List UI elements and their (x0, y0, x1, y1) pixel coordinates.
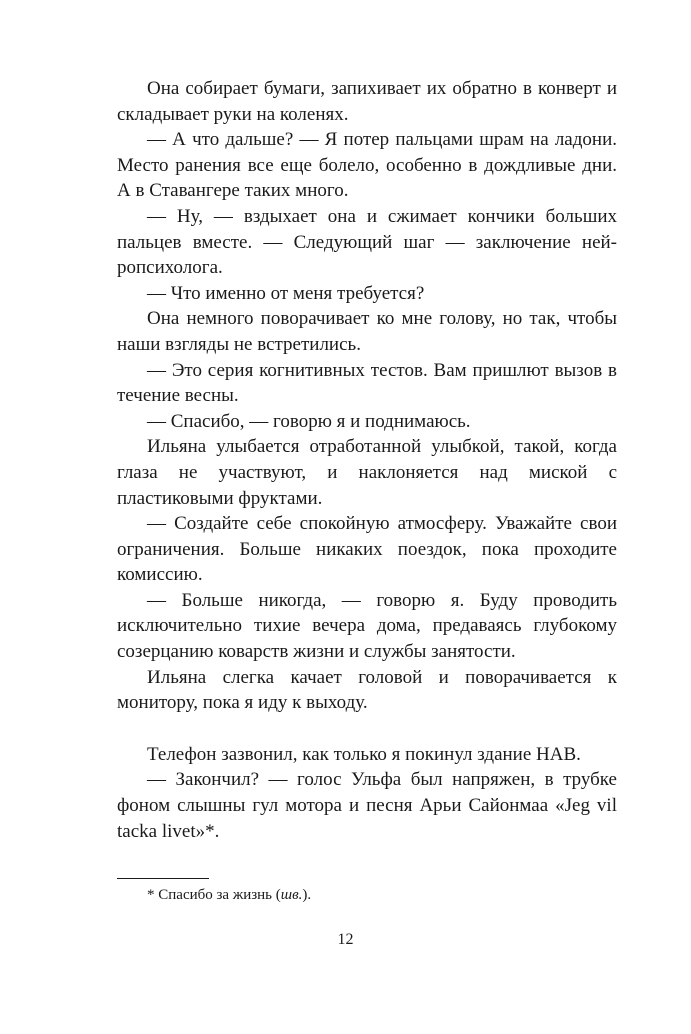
paragraph: Телефон зазвонил, как только я покинул здание НАВ. (147, 743, 581, 765)
paragraph: — Спасибо, — говорю я и поднимаюсь. (147, 410, 471, 432)
main-text (117, 76, 617, 844)
paragraph: Она собирает бумаги, запихивает их обратно в конверт и складывает руки на коленях. (117, 78, 617, 125)
paragraph: Ильяна улыбается отработанной улыбкой, такой, когда глаза не участвуют, и наклоняется над миской с пластиковыми фруктами. (117, 436, 617, 509)
paragraph: Она немного поворачивает ко мне голову, но так, чтобы наши взгляды не встретились. (117, 308, 617, 355)
section-break (117, 716, 617, 742)
footnote-text-end: ). (302, 887, 312, 903)
paragraph: — Закончил? — голос Ульфа был напряжен, в трубке фоном слышны гул мотора и песня Арьи Сайонмаа «Jeg vil tacka livet»*. (117, 769, 617, 842)
footnote-text: * Спасибо за жизнь ( (147, 887, 281, 903)
paragraph: — Больше никогда, — говорю я. Буду проводить исключительно тихие вечера дома, предаваясь глубокому созерцанию коварств жизни и службы занятости. (117, 589, 617, 663)
paragraph: — Что именно от меня требуется? (147, 282, 425, 304)
paragraph: — Это серия когнитивных тестов. Вам пришлют вызов в течение весны. (117, 359, 617, 407)
page-number: 12 (337, 931, 354, 948)
footnote (147, 885, 311, 905)
paragraph: — Ну, — вздыхает она и сжимает кончики больших пальцев вместе. — Следующий шаг — заключение нейропсихолога. (117, 205, 617, 279)
paragraph: — А что дальше? — Я потер пальцами шрам на ладони. Место ранения все еще болело, особенно в дождливые дни. А в Ставангере таких много. (117, 129, 617, 202)
footnote-divider (117, 878, 209, 879)
book-page-body (117, 76, 617, 844)
footnote-language-abbrev: шв. (280, 887, 303, 903)
paragraph: Ильяна слегка качает головой и поворачивается к монитору, пока я иду к выходу. (117, 666, 617, 714)
paragraph: — Создайте себе спокойную атмосферу. Уважайте свои ограничения. Больше никаких поездок, пока проходите комиссию. (117, 513, 617, 586)
